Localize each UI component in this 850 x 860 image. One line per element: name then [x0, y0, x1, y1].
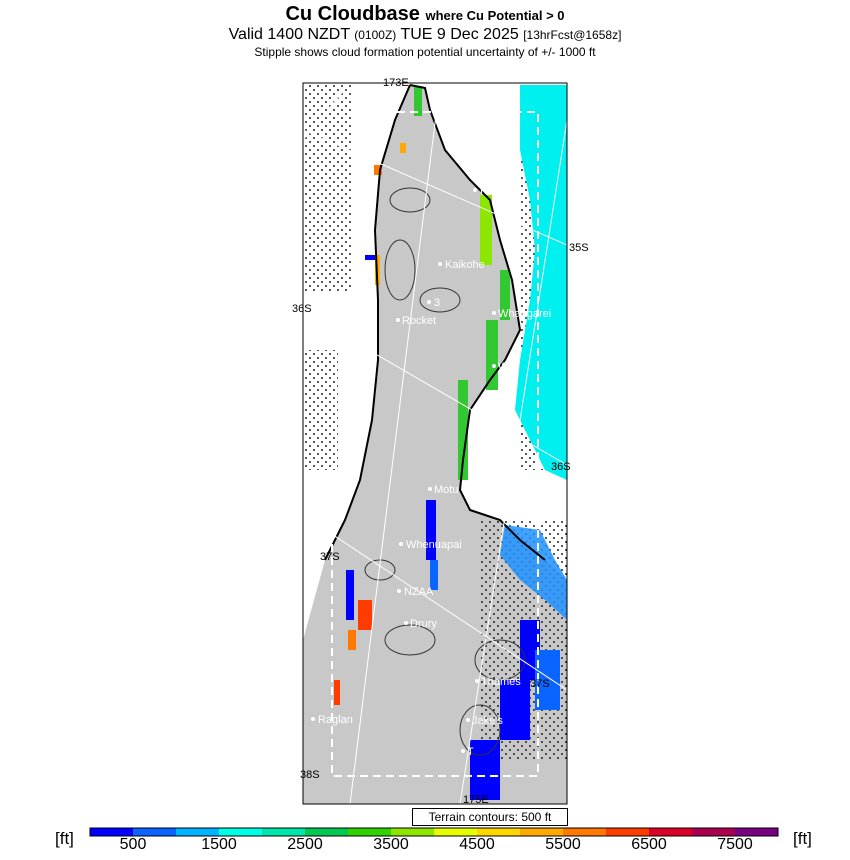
place-whenuapai: Whenuapai: [406, 539, 462, 551]
colorbar-tick-label: 6500: [631, 836, 667, 853]
colorbar-swatch: [477, 828, 521, 836]
place-raglan: Raglan: [318, 714, 353, 726]
colorbar-tick-label: 5500: [545, 836, 581, 853]
valid-date: TUE 9 Dec 2025: [400, 26, 519, 43]
colorbar-swatch: [133, 828, 177, 836]
colorbar-swatch: [348, 828, 392, 836]
coord-175e: 175E: [463, 794, 489, 806]
place-whangarei: Whangarei: [498, 308, 552, 320]
colorbar-unit-right: [ft]: [793, 829, 812, 848]
coord-38s: 38S: [300, 769, 320, 781]
colorbar-swatch: [606, 828, 650, 836]
place-three: 3: [434, 297, 441, 309]
coord-35s: 35S: [569, 242, 589, 254]
colorbar-unit-left: [ft]: [55, 829, 74, 848]
place-drury: Drury: [410, 618, 437, 630]
colorbar-swatch: [176, 828, 220, 836]
terrain-contour-note: Terrain contours: 500 ft: [412, 808, 568, 826]
coord-37s: 37S: [320, 551, 340, 563]
colorbar-tick-label: 7500: [717, 836, 753, 853]
place-kaikohe: Kaikohe: [445, 259, 485, 271]
coord-36s-left: 36S: [292, 303, 312, 315]
colorbar-tick-label: 4500: [459, 836, 495, 853]
colorbar-swatch: [219, 828, 263, 836]
valid-prefix: Valid 1400 NZDT: [228, 26, 350, 43]
place-wr: WR: [498, 361, 517, 373]
place-kerikeri: Keri: [480, 185, 500, 197]
colorbar-swatch: [520, 828, 564, 836]
colorbar-swatch: [735, 828, 779, 836]
colorbar-tick-label: 1500: [201, 836, 237, 853]
place-nzaa: NZAA: [404, 586, 434, 598]
forecast-tag: [13hrFcst@1658z]: [523, 28, 622, 42]
place-t: T: [467, 746, 474, 758]
title-main: Cu Cloudbase: [285, 3, 420, 25]
colorbar-swatch: [563, 828, 607, 836]
colorbar-tick-label: 500: [119, 836, 147, 853]
coord-37s-right: 37S: [530, 678, 550, 690]
stipple-note: Stipple shows cloud formation potential uncertainty of +/- 1000 ft: [254, 45, 596, 59]
colorbar-swatch: [90, 828, 134, 836]
colorbar-swatch: [391, 828, 435, 836]
colorbar-tick-label: 2500: [287, 836, 323, 853]
colorbar-swatch: [305, 828, 349, 836]
place-rocket: Rocket: [402, 315, 437, 327]
place-jakes: Jake's: [472, 715, 503, 727]
valid-utc: (0100Z): [354, 28, 397, 42]
colorbar-swatch: [434, 828, 478, 836]
place-thames: Thames: [481, 676, 521, 688]
coord-36s-right: 36S: [551, 461, 571, 473]
place-mokohinau: Motu: [434, 484, 459, 496]
colorbar: [90, 828, 779, 836]
colorbar-tick-label: 3500: [373, 836, 409, 853]
colorbar-swatch: [262, 828, 306, 836]
colorbar-swatch: [649, 828, 693, 836]
colorbar-swatch: [692, 828, 736, 836]
coord-173e: 173E: [383, 77, 409, 89]
title-suffix: where Cu Potential > 0: [425, 8, 565, 23]
